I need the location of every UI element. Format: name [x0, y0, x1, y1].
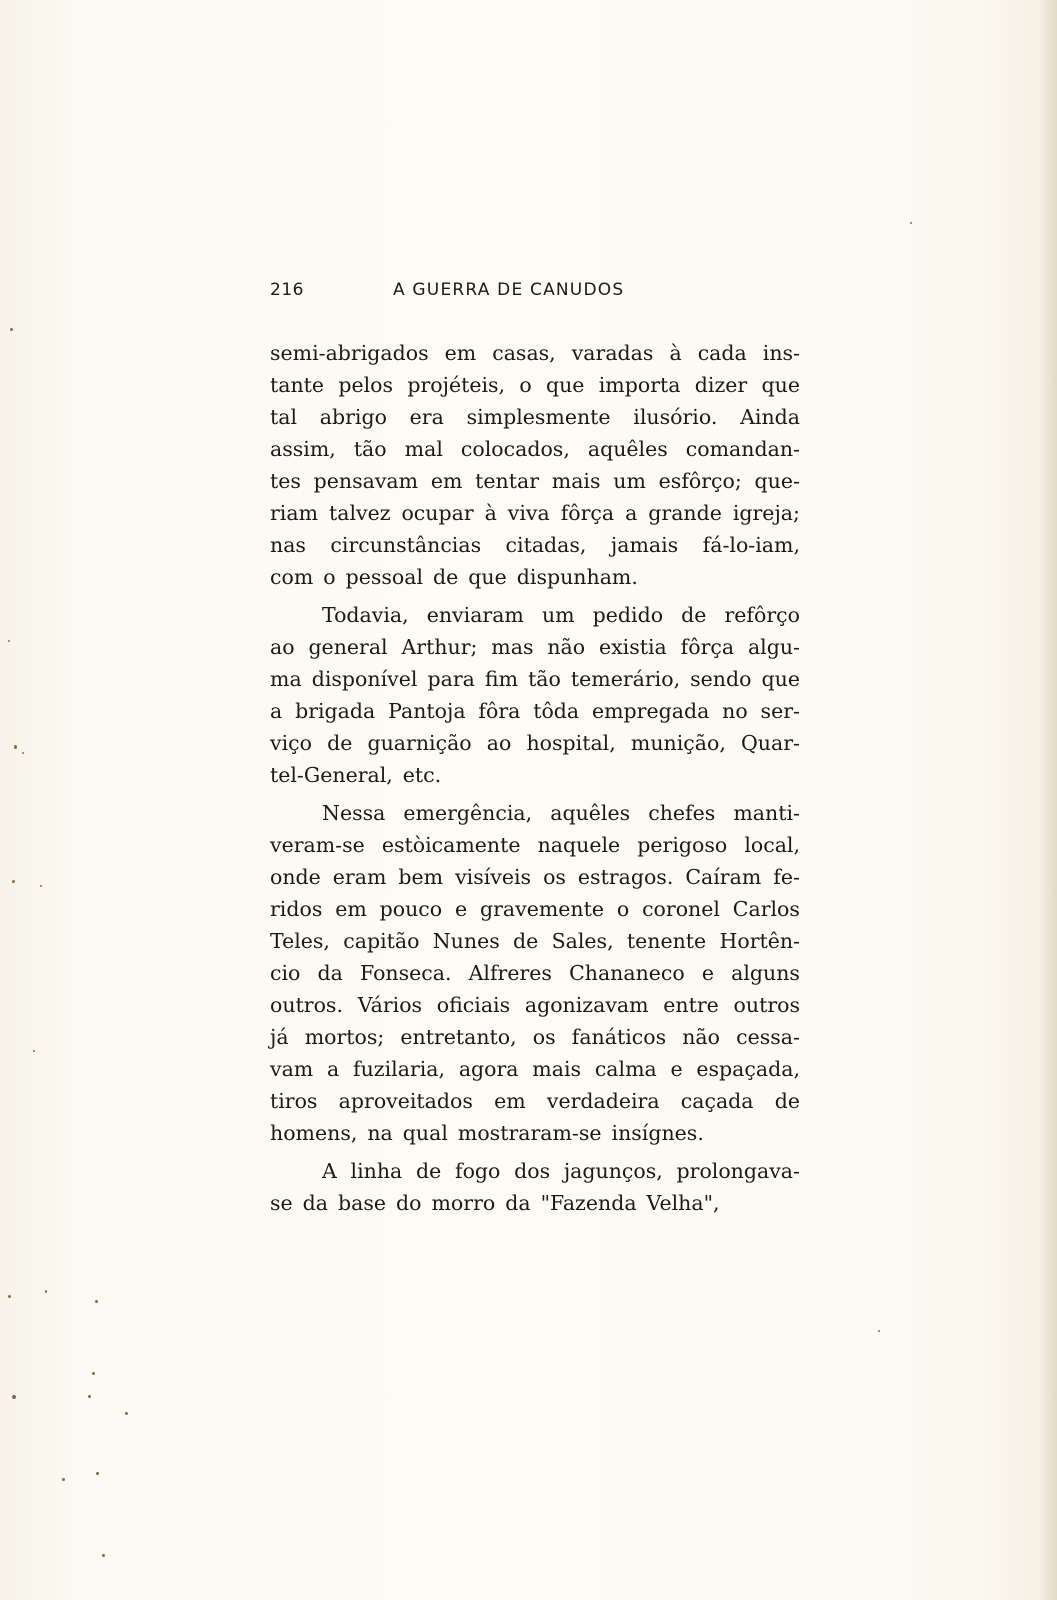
- paper-speck: [8, 640, 10, 642]
- paper-speck: [96, 1472, 99, 1475]
- paragraph: [270, 797, 800, 1149]
- paper-speck: [40, 885, 42, 887]
- text-line: com o pessoal de que dispunham.: [270, 565, 638, 589]
- text-line: homens, na qual mostraram-se insígnes.: [270, 1121, 704, 1145]
- text-line: ridos em pouco e gravemente o coronel Carlos: [270, 897, 800, 921]
- running-title: A GUERRA DE CANUDOS: [393, 280, 625, 300]
- text-line: tiros aproveitados em verdadeira caçada de: [270, 1089, 800, 1113]
- text-line: ao general Arthur; mas não existia fôrça algu-: [270, 635, 800, 659]
- paragraph: [270, 1155, 800, 1219]
- text-line: tel-General, etc.: [270, 763, 442, 787]
- text-line: assim, tão mal colocados, aquêles comandan-: [270, 437, 800, 461]
- text-line: nas circunstâncias citadas, jamais fá-lo-iam,: [270, 533, 800, 557]
- paragraph: [270, 599, 800, 791]
- text-line: se da base do morro da "Fazenda Velha",: [270, 1191, 720, 1215]
- page-edge-shadow: [1039, 0, 1057, 1600]
- paper-speck: [125, 1412, 128, 1415]
- text-line: riam talvez ocupar à viva fôrça a grande igreja;: [270, 501, 800, 525]
- text-line: outros. Vários oficiais agonizavam entre outros: [270, 993, 800, 1017]
- text-line: Todavia, enviaram um pedido de refôrço: [322, 603, 800, 627]
- paper-speck: [45, 1290, 47, 1293]
- running-header: [270, 280, 790, 304]
- paper-speck: [88, 1395, 91, 1398]
- text-line: ma disponível para fim tão temerário, sendo que: [270, 667, 800, 691]
- paper-speck: [12, 1395, 16, 1399]
- paper-speck: [10, 328, 13, 331]
- text-line: tes pensavam em tentar mais um esfôrço; que-: [270, 469, 800, 493]
- text-line: tante pelos projéteis, o que importa dizer que: [270, 373, 800, 397]
- text-line: viço de guarnição ao hospital, munição, Quar-: [270, 731, 800, 755]
- paper-speck: [878, 1330, 880, 1332]
- text-line: a brigada Pantoja fôra tôda empregada no ser-: [270, 699, 800, 723]
- paper-speck: [62, 1478, 65, 1481]
- paper-speck: [92, 1372, 95, 1375]
- paper-speck: [33, 1050, 35, 1052]
- text-line: vam a fuzilaria, agora mais calma e espaçada,: [270, 1057, 800, 1081]
- text-line: veram-se estòicamente naquele perigoso local,: [270, 833, 800, 857]
- text-line: cio da Fonseca. Alfreres Chananeco e alguns: [270, 961, 800, 985]
- text-line: onde eram bem visíveis os estragos. Caíram fe-: [270, 865, 800, 889]
- text-line: semi-abrigados em casas, varadas à cada ins-: [270, 341, 800, 365]
- paper-speck: [95, 1300, 98, 1303]
- text-line: Nessa emergência, aquêles chefes manti-: [322, 801, 800, 825]
- text-line: Teles, capitão Nunes de Sales, tenente Hortên-: [270, 929, 800, 953]
- text-line: A linha de fogo dos jagunços, prolongava-: [322, 1159, 800, 1183]
- paper-speck: [14, 745, 17, 749]
- paper-speck: [102, 1554, 105, 1557]
- body-text: [270, 337, 800, 1219]
- page-number: 216: [270, 280, 304, 300]
- text-line: tal abrigo era simplesmente ilusório. Ainda: [270, 405, 800, 429]
- paper-speck: [22, 752, 24, 754]
- paper-speck: [910, 222, 912, 224]
- paper-speck: [8, 1295, 11, 1298]
- text-line: já mortos; entretanto, os fanáticos não cessa-: [270, 1025, 800, 1049]
- paragraph: [270, 337, 800, 593]
- paper-speck: [12, 880, 15, 883]
